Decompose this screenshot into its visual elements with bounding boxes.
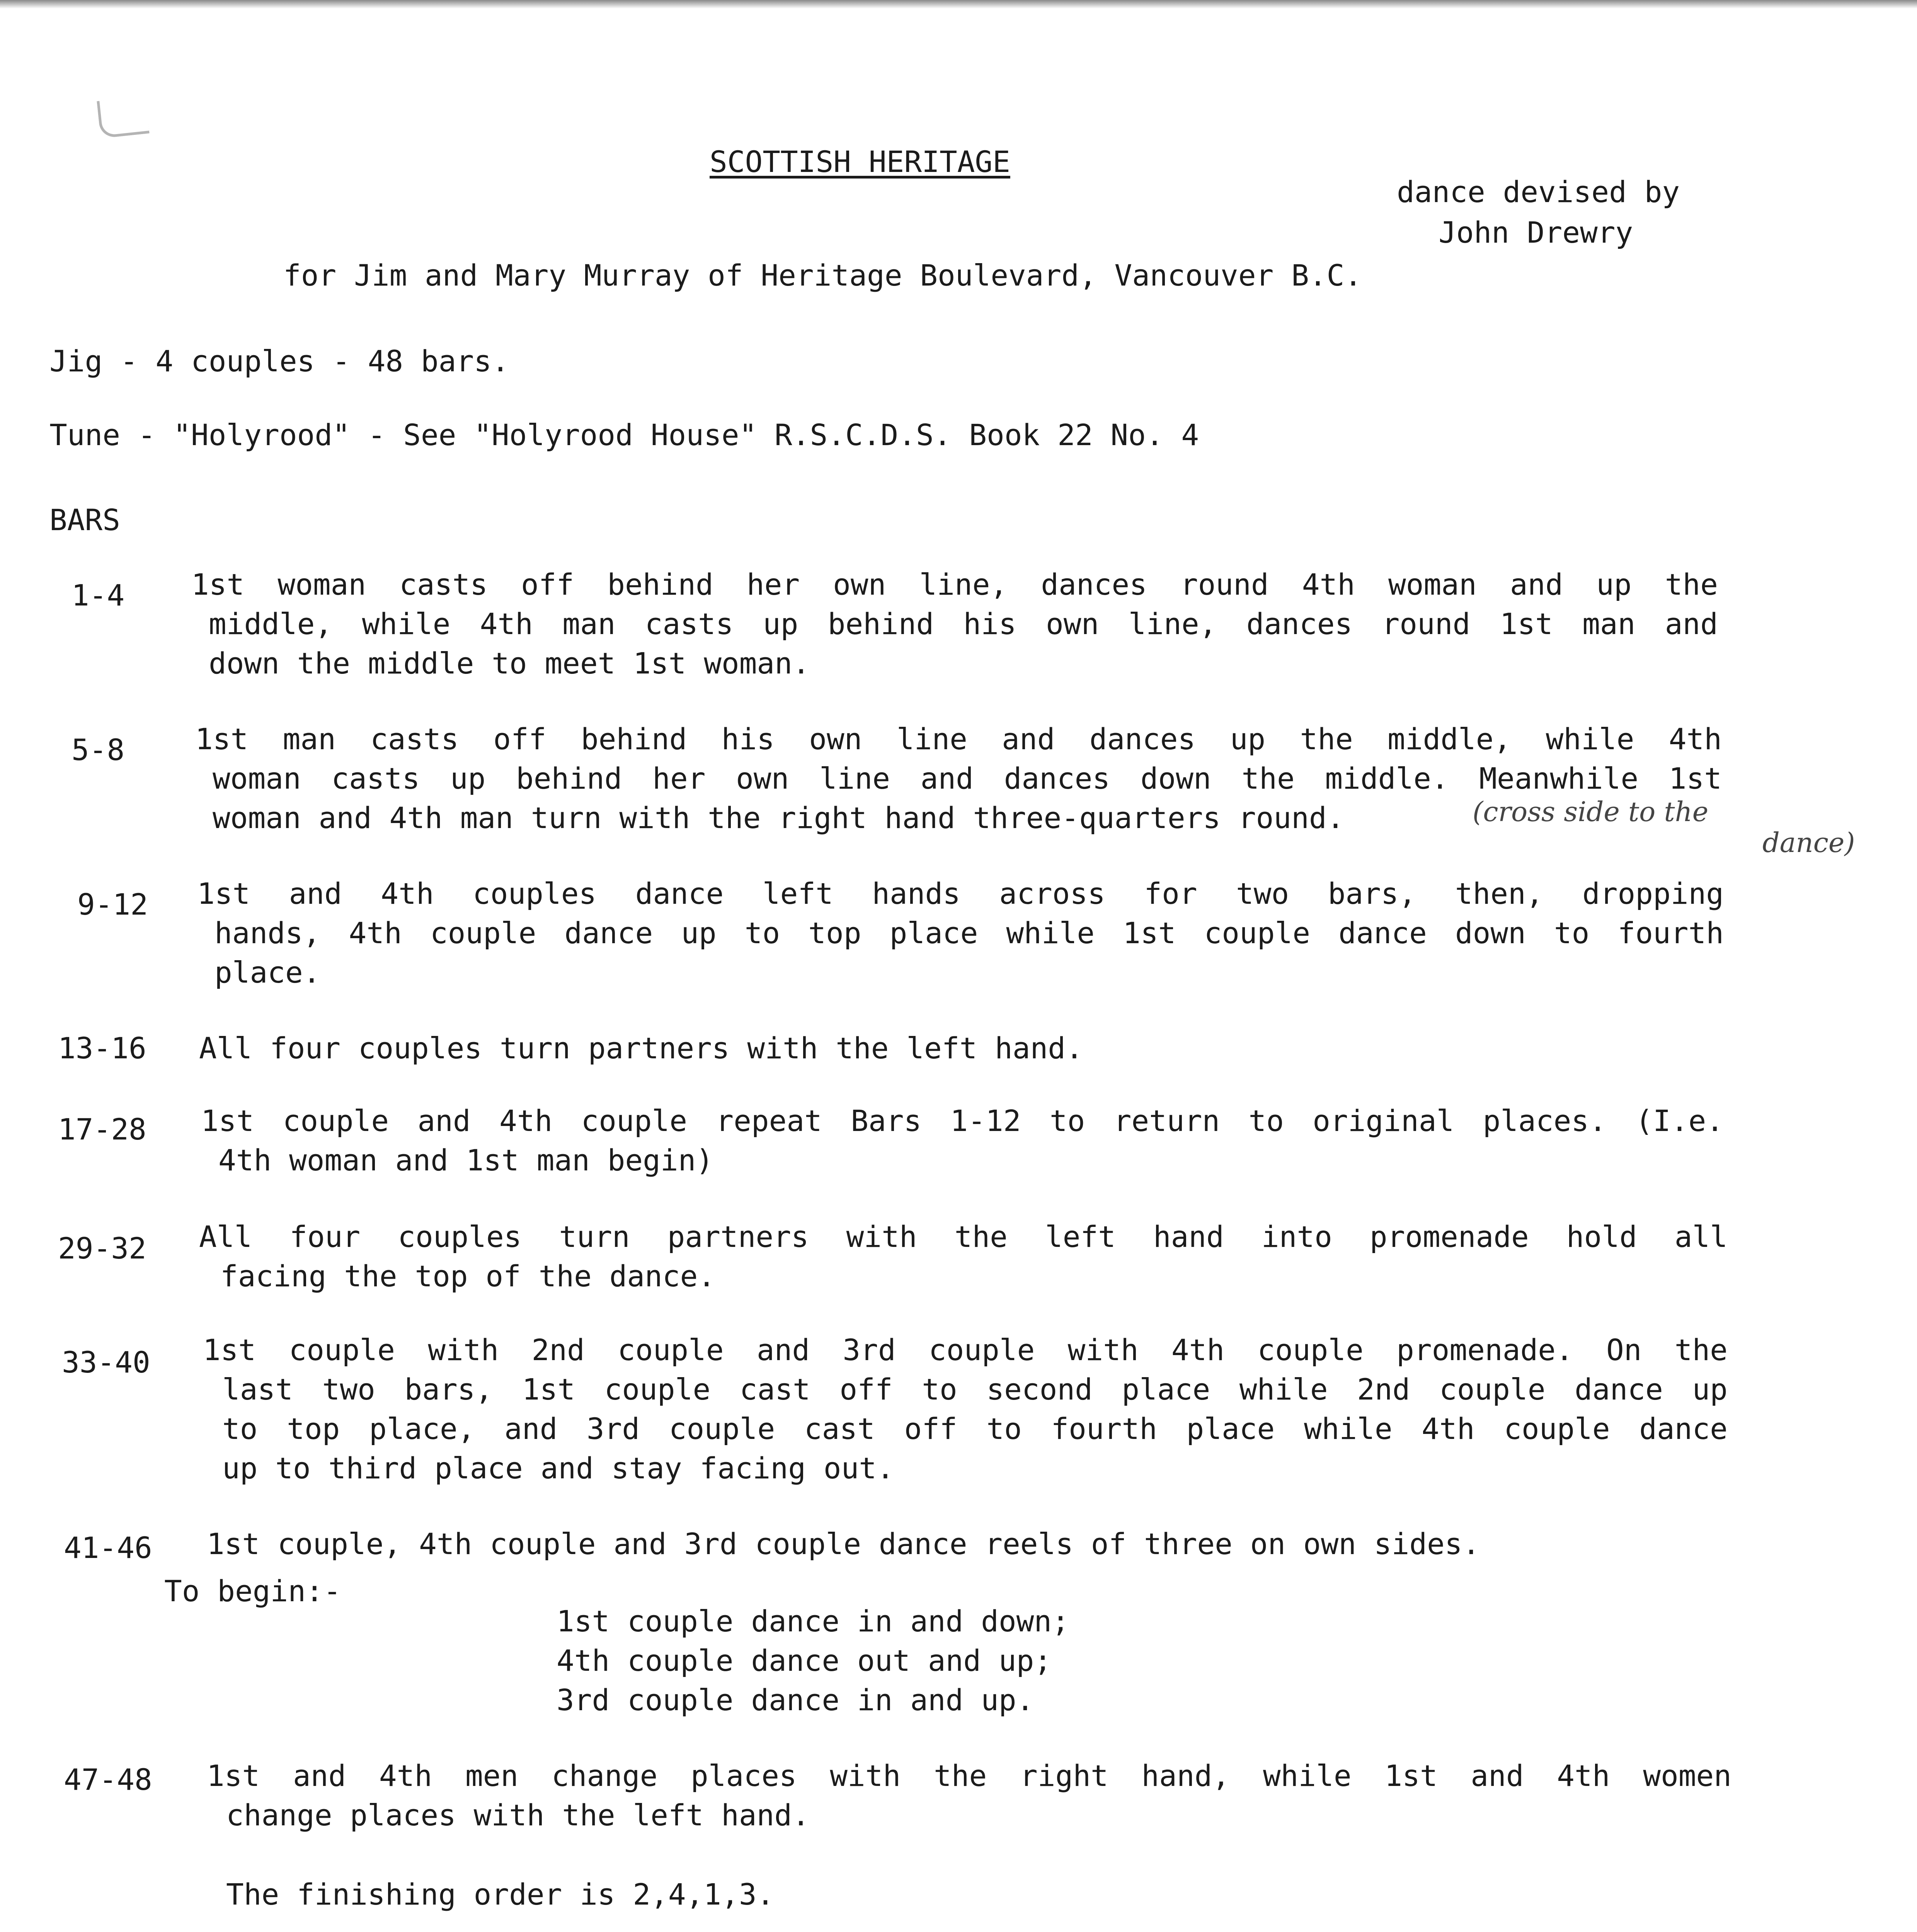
bar-range: 1-4 <box>72 578 125 612</box>
reel-instruction: 4th couple dance out and up; <box>557 1643 1052 1678</box>
step-description: 1st couple and 4th couple repeat Bars 1-12 to return to original places. (I.e. 4th woman and 1st man begin) <box>201 1104 1724 1177</box>
step-description: 1st couple with 2nd couple and 3rd couple with 4th couple promenade. On the last two bars, 1st couple cast off to second place while 2nd couple dance up to top place, and 3rd couple cast off to fourth place while 4th couple dance up to third place and stay facing out. <box>203 1333 1728 1485</box>
step-description: All four couples turn partners with the left hand into promenade hold all facing the top of the dance. <box>199 1219 1728 1293</box>
bar-range: 47-48 <box>64 1762 152 1797</box>
step-description: 1st man casts off behind his own line and dances up the middle, while 4th woman casts up behind her own line and dances down the middle. Meanwhile 1st woman and 4th man turn with the right hand three-quarters round. <box>195 722 1722 835</box>
bar-range: 33-40 <box>62 1345 150 1379</box>
author-name: John Drewry <box>1439 215 1633 250</box>
bar-range: 9-12 <box>77 887 148 922</box>
dedication: for Jim and Mary Murray of Heritage Boulevard, Vancouver B.C. <box>283 258 1362 293</box>
bar-range: 5-8 <box>72 733 125 767</box>
bar-range: 13-16 <box>58 1031 146 1065</box>
reels-intro: To begin:- <box>164 1574 341 1608</box>
tune-info: Tune - "Holyrood" - See "Holyrood House" R.S.C.D.S. Book 22 No. 4 <box>49 418 1199 452</box>
step-description: All four couples turn partners with the left hand. <box>199 1031 1083 1065</box>
pencil-mark-icon <box>97 96 149 139</box>
dance-type: Jig - 4 couples - 48 bars. <box>49 344 509 378</box>
bar-range: 29-32 <box>58 1231 146 1265</box>
step-description: 1st and 4th men change places with the right hand, while 1st and 4th women change places with the left hand. <box>207 1759 1731 1832</box>
step-description: 1st and 4th couples dance left hands across for two bars, then, dropping hands, 4th couple dance up to top place while 1st couple dance down to fourth place. <box>197 876 1724 990</box>
bars-heading: BARS <box>49 503 121 537</box>
devised-by-label: dance devised by <box>1397 175 1680 209</box>
step-description: 1st couple, 4th couple and 3rd couple dance reels of three on own sides. <box>207 1527 1480 1561</box>
finishing-order: The finishing order is 2,4,1,3. <box>226 1877 775 1912</box>
bar-range: 17-28 <box>58 1112 146 1146</box>
bar-range: 41-46 <box>64 1531 152 1565</box>
handwritten-annotation: (cross side to the <box>1473 796 1709 828</box>
step-description: 1st woman casts off behind her own line, dances round 4th woman and up the middle, while 4th man casts up behind his own line, dances round 1st man and down the middle to meet 1st woman. <box>191 567 1718 680</box>
reel-instruction: 3rd couple dance in and up. <box>557 1683 1034 1717</box>
handwritten-annotation-cont: dance) <box>1762 827 1855 859</box>
document-title: SCOTTISH HERITAGE <box>710 145 1010 179</box>
reel-instruction: 1st couple dance in and down; <box>557 1604 1069 1638</box>
